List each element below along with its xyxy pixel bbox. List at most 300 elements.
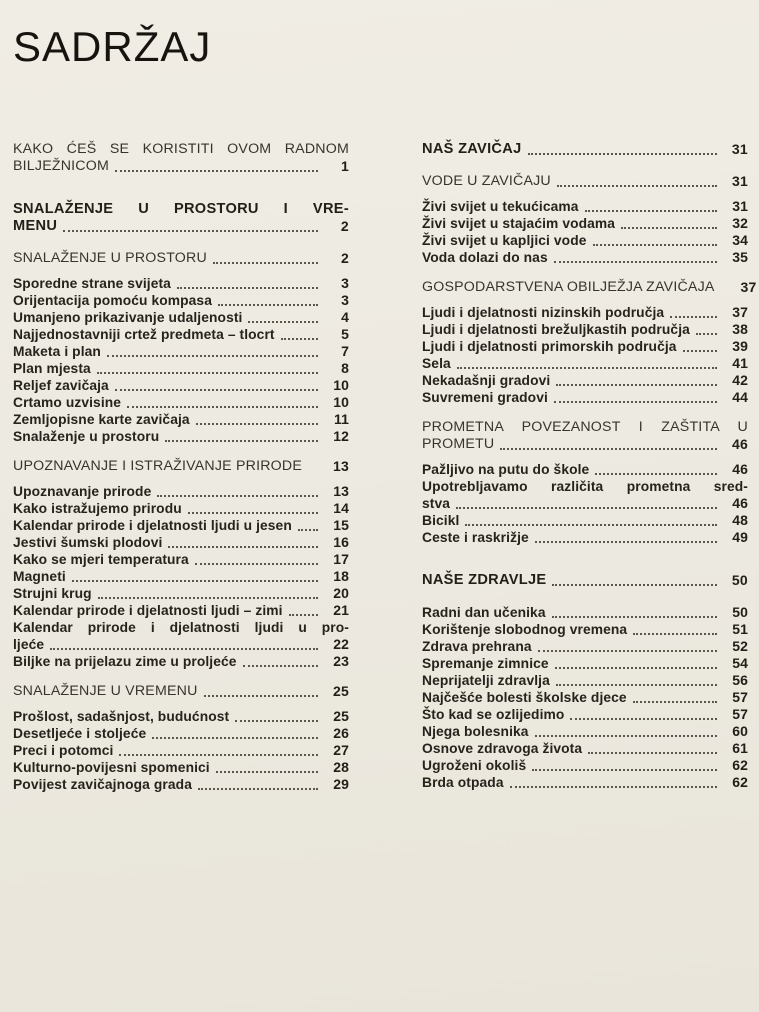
- toc-entry: [422, 389, 748, 406]
- entry-label-line: Upotrebljavamo različita prometna sred-: [422, 479, 748, 494]
- entry-label: Kako se mjeri temperatura: [13, 552, 189, 567]
- entry-last-line: [13, 377, 349, 394]
- page-number: 56: [732, 672, 748, 688]
- page-number: 14: [333, 500, 349, 516]
- entry-label: Kako istražujemo prirodu: [13, 501, 182, 516]
- page-number: 18: [333, 568, 349, 584]
- entry-label: Voda dolazi do nas: [422, 250, 548, 265]
- dot-leader: [157, 495, 318, 497]
- column-gap: [349, 141, 422, 793]
- entry-label: Povijest zavičajnoga grada: [13, 777, 192, 792]
- entry-last-line: [422, 215, 748, 232]
- entry-label: ljeće: [13, 637, 45, 652]
- entry-last-line: [13, 551, 349, 568]
- dot-leader: [195, 563, 318, 565]
- entry-last-line: [13, 250, 349, 267]
- entry-last-line: [13, 653, 349, 670]
- dot-leader: [593, 244, 718, 246]
- page-number: 62: [732, 757, 748, 773]
- page-number: 25: [333, 708, 349, 724]
- entry-label: Maketa i plan: [13, 344, 101, 359]
- toc-columns: [13, 141, 757, 793]
- page-number: 10: [333, 394, 349, 410]
- dot-leader: [696, 333, 717, 335]
- page-number: 27: [333, 742, 349, 758]
- dot-leader: [538, 650, 717, 652]
- page-number: 50: [731, 572, 748, 588]
- toc-entry: [422, 338, 748, 355]
- entry-last-line: [13, 309, 349, 326]
- page-number: 28: [333, 759, 349, 775]
- entry-label: SNALAŽENJE U PROSTORU: [13, 250, 207, 266]
- entry-last-line: [13, 343, 349, 360]
- toc-entry: [422, 638, 748, 655]
- page-number: 13: [333, 483, 349, 499]
- toc-entry: [422, 529, 748, 546]
- page-number: 29: [333, 776, 349, 792]
- entry-label: Kulturno-povijesni spomenici: [13, 760, 210, 775]
- entry-last-line: [422, 757, 748, 774]
- entry-label: Snalaženje u prostoru: [13, 429, 160, 444]
- dot-leader: [107, 355, 318, 357]
- entry-label: BILJEŽNICOM: [13, 158, 110, 174]
- dot-leader: [465, 524, 717, 526]
- entry-last-line: [422, 638, 748, 655]
- toc-entry: [422, 461, 748, 478]
- page-number: 37: [732, 304, 748, 320]
- toc-entry: [422, 198, 748, 215]
- dot-leader: [621, 227, 717, 229]
- dot-leader: [248, 321, 318, 323]
- entry-label-line: SNALAŽENJE U PROSTORU I VRE-: [13, 201, 349, 217]
- page-number: 50: [732, 604, 748, 620]
- entry-label: Crtamo uzvisine: [13, 395, 122, 410]
- toc-entry: [422, 572, 748, 589]
- dot-leader: [188, 512, 318, 514]
- dot-leader: [218, 304, 318, 306]
- toc-entry: [422, 215, 748, 232]
- page-number: 46: [732, 495, 748, 511]
- entry-label: Nekadašnji gradovi: [422, 373, 551, 388]
- entry-label: Prošlost, sadašnjost, budućnost: [13, 709, 230, 724]
- toc-entry: [13, 343, 349, 360]
- dot-leader: [50, 648, 318, 650]
- entry-last-line: [422, 706, 748, 723]
- dot-leader: [213, 262, 318, 264]
- page-number: 39: [732, 338, 748, 354]
- entry-last-line: [13, 394, 349, 411]
- dot-leader: [585, 210, 717, 212]
- page-number: 57: [732, 689, 748, 705]
- entry-last-line: [13, 776, 349, 793]
- entry-last-line: [13, 158, 349, 175]
- entry-last-line: [422, 279, 757, 296]
- page-number: 38: [732, 321, 748, 337]
- toc-entry: [13, 309, 349, 326]
- page-number: 16: [333, 534, 349, 550]
- page-number: 22: [333, 636, 349, 652]
- page-number: 41: [732, 355, 748, 371]
- page-number: 54: [732, 655, 748, 671]
- entry-label: Korištenje slobodnog vremena: [422, 622, 628, 637]
- page-number: 10: [333, 377, 349, 393]
- entry-label: Što kad se ozlijedimo: [422, 707, 565, 722]
- dot-leader: [555, 667, 717, 669]
- toc-entry: [13, 360, 349, 377]
- entry-label: Zemljopisne karte zavičaja: [13, 412, 190, 427]
- entry-label: Pažljivo na putu do škole: [422, 462, 590, 477]
- entry-last-line: [13, 568, 349, 585]
- toc-entry: [13, 534, 349, 551]
- dot-leader: [535, 541, 717, 543]
- toc-entry: [422, 621, 748, 638]
- entry-last-line: [13, 360, 349, 377]
- toc-entry: [13, 394, 349, 411]
- entry-label: Biljke na prijelazu zime u proljeće: [13, 654, 237, 669]
- entry-last-line: [422, 689, 748, 706]
- dot-leader: [168, 546, 318, 548]
- dot-leader: [554, 401, 717, 403]
- page-number: 17: [333, 551, 349, 567]
- entry-label: NAŠE ZDRAVLJE: [422, 572, 547, 588]
- dot-leader: [115, 170, 318, 172]
- entry-last-line: [13, 292, 349, 309]
- toc-entry: [422, 757, 748, 774]
- toc-entry: [422, 141, 748, 158]
- entry-label: GOSPODARSTVENA OBILJEŽJA ZAVIČAJA: [422, 279, 715, 295]
- entry-last-line: [13, 275, 349, 292]
- toc-entry: [422, 689, 748, 706]
- entry-last-line: [13, 500, 349, 517]
- entry-label: NAŠ ZAVIČAJ: [422, 141, 522, 157]
- entry-last-line: [422, 672, 748, 689]
- toc-entry: [13, 653, 349, 670]
- dot-leader: [554, 261, 717, 263]
- toc-entry: [13, 275, 349, 292]
- toc-entry: [422, 655, 748, 672]
- dot-leader: [570, 718, 717, 720]
- page-number: 52: [732, 638, 748, 654]
- toc-entry: [13, 141, 349, 175]
- toc-entry: [422, 478, 748, 512]
- entry-last-line: [422, 389, 748, 406]
- toc-entry: [422, 512, 748, 529]
- toc-entry: [422, 304, 748, 321]
- entry-label: Brda otpada: [422, 775, 504, 790]
- entry-label: VODE U ZAVIČAJU: [422, 173, 551, 189]
- entry-label: Umanjeno prikazivanje udaljenosti: [13, 310, 243, 325]
- toc-entry: [422, 372, 748, 389]
- toc-entry: [422, 232, 748, 249]
- entry-last-line: [422, 572, 748, 589]
- entry-label: Zdrava prehrana: [422, 639, 532, 654]
- entry-label-line: Kalendar prirode i djelatnosti ljudi u pro-: [13, 620, 349, 635]
- page-number: 2: [340, 218, 349, 234]
- entry-label: Preci i potomci: [13, 743, 114, 758]
- entry-last-line: [422, 512, 748, 529]
- toc-entry: [13, 683, 349, 700]
- toc-entry: [13, 411, 349, 428]
- entry-label-line: PROMETNA POVEZANOST I ZAŠTITA U: [422, 419, 748, 435]
- page-number: 2: [341, 250, 349, 266]
- page-number: 12: [333, 428, 349, 444]
- entry-last-line: [13, 742, 349, 759]
- page-number: 1: [341, 158, 349, 174]
- entry-last-line: [422, 740, 748, 757]
- toc-column-right: [422, 141, 757, 793]
- dot-leader: [633, 633, 717, 635]
- entry-last-line: [422, 304, 748, 321]
- page-number: 23: [333, 653, 349, 669]
- toc-entry: [13, 201, 349, 235]
- dot-leader: [528, 153, 717, 155]
- entry-last-line: [13, 585, 349, 602]
- entry-label: Ugroženi okoliš: [422, 758, 527, 773]
- toc-entry: [13, 568, 349, 585]
- entry-label: Desetljeće i stoljeće: [13, 726, 147, 741]
- entry-last-line: [422, 723, 748, 740]
- dot-leader: [216, 771, 318, 773]
- dot-leader: [557, 185, 717, 187]
- entry-last-line: [422, 173, 748, 190]
- entry-last-line: [13, 218, 349, 235]
- entry-label: Živi svijet u tekućicama: [422, 199, 579, 214]
- page-number: 46: [732, 436, 748, 452]
- entry-last-line: [422, 495, 748, 512]
- entry-last-line: [422, 232, 748, 249]
- toc-entry: [13, 517, 349, 534]
- entry-last-line: [422, 436, 748, 453]
- toc-entry: [13, 458, 349, 475]
- page-number: 51: [732, 621, 748, 637]
- entry-label: Ljudi i djelatnosti primorskih područja: [422, 339, 677, 354]
- dot-leader: [72, 580, 318, 582]
- entry-label: Najjednostavniji crtež predmeta – tlocrt: [13, 327, 275, 342]
- page-number: 60: [732, 723, 748, 739]
- toc-entry: [13, 776, 349, 793]
- dot-leader: [97, 372, 318, 374]
- page-number: 7: [341, 343, 349, 359]
- toc-entry: [422, 279, 757, 296]
- toc-entry: [422, 604, 748, 621]
- page-number: 11: [334, 411, 349, 427]
- page-number: 26: [333, 725, 349, 741]
- toc-entry: [13, 326, 349, 343]
- dot-leader: [198, 788, 318, 790]
- entry-last-line: [13, 326, 349, 343]
- page-number: 62: [732, 774, 748, 790]
- toc-entry: [422, 723, 748, 740]
- toc-entry: [422, 672, 748, 689]
- toc-entry: [13, 250, 349, 267]
- dot-leader: [556, 684, 717, 686]
- dot-leader: [196, 423, 318, 425]
- dot-leader: [281, 338, 318, 340]
- entry-label: Reljef zavičaja: [13, 378, 109, 393]
- dot-leader: [457, 367, 717, 369]
- entry-last-line: [422, 355, 748, 372]
- toc-entry: [13, 742, 349, 759]
- entry-label-line: KAKO ĆEŠ SE KORISTITI OVOM RADNOM: [13, 141, 349, 157]
- entry-label: Radni dan učenika: [422, 605, 546, 620]
- toc-entry: [13, 725, 349, 742]
- dot-leader: [165, 440, 318, 442]
- dot-leader: [500, 448, 717, 450]
- dot-leader: [633, 701, 717, 703]
- dot-leader: [152, 737, 318, 739]
- dot-leader: [115, 389, 318, 391]
- page-number: 5: [341, 326, 349, 342]
- toc-entry: [422, 419, 748, 453]
- dot-leader: [298, 529, 318, 531]
- toc-entry: [13, 619, 349, 653]
- page-number: 31: [732, 198, 748, 214]
- dot-leader: [535, 735, 717, 737]
- page-number: 3: [341, 275, 349, 291]
- page-number: 8: [341, 360, 349, 376]
- page-title: SADRŽAJ: [13, 23, 212, 70]
- dot-leader: [595, 473, 717, 475]
- page-number: 3: [341, 292, 349, 308]
- page-number: 42: [732, 372, 748, 388]
- toc-entry: [13, 292, 349, 309]
- entry-label: Živi svijet u kapljici vode: [422, 233, 587, 248]
- page-number: 34: [732, 232, 748, 248]
- dot-leader: [552, 584, 717, 586]
- dot-leader: [98, 597, 318, 599]
- entry-label: SNALAŽENJE U VREMENU: [13, 683, 198, 699]
- entry-label: UPOZNAVANJE I ISTRAŽIVANJE PRIRODE: [13, 458, 303, 474]
- page-number: 37: [740, 279, 757, 295]
- entry-label: Kalendar prirode i djelatnosti ljudi – zimi: [13, 603, 283, 618]
- toc-entry: [13, 483, 349, 500]
- toc-column-left: [13, 141, 349, 793]
- dot-leader: [63, 230, 318, 232]
- entry-label: Ljudi i djelatnosti brežuljkastih područja: [422, 322, 690, 337]
- entry-last-line: [422, 774, 748, 791]
- dot-leader: [588, 752, 717, 754]
- entry-last-line: [422, 141, 748, 158]
- entry-last-line: [13, 725, 349, 742]
- entry-last-line: [13, 411, 349, 428]
- entry-label: Sela: [422, 356, 451, 371]
- entry-label: Neprijatelji zdravlja: [422, 673, 550, 688]
- entry-last-line: [422, 249, 748, 266]
- dot-leader: [119, 754, 318, 756]
- dot-leader: [510, 786, 717, 788]
- page-number: 20: [333, 585, 349, 601]
- entry-label: Ljudi i djelatnosti nizinskih područja: [422, 305, 665, 320]
- toc-entry: [13, 708, 349, 725]
- page-number: 4: [341, 309, 349, 325]
- toc-entry: [422, 355, 748, 372]
- entry-label: Suvremeni gradovi: [422, 390, 548, 405]
- entry-label: Najčešće bolesti školske djece: [422, 690, 627, 705]
- page-number: 44: [732, 389, 748, 405]
- dot-leader: [204, 695, 318, 697]
- page-number: 32: [732, 215, 748, 231]
- entry-last-line: [422, 655, 748, 672]
- entry-last-line: [422, 198, 748, 215]
- entry-last-line: [13, 458, 349, 475]
- dot-leader: [235, 720, 318, 722]
- dot-leader: [127, 406, 318, 408]
- dot-leader: [532, 769, 717, 771]
- entry-last-line: [13, 636, 349, 653]
- toc-entry: [13, 428, 349, 445]
- entry-label: stva: [422, 496, 451, 511]
- entry-label: Strujni krug: [13, 586, 92, 601]
- page-number: 21: [333, 602, 349, 618]
- entry-last-line: [422, 621, 748, 638]
- entry-label: Spremanje zimnice: [422, 656, 549, 671]
- entry-label: Plan mjesta: [13, 361, 91, 376]
- page-number: 31: [731, 141, 748, 157]
- toc-entry: [422, 706, 748, 723]
- dot-leader: [289, 614, 318, 616]
- dot-leader: [177, 287, 318, 289]
- entry-label: Jestivi šumski plodovi: [13, 535, 163, 550]
- page-number: 48: [732, 512, 748, 528]
- entry-last-line: [13, 759, 349, 776]
- toc-entry: [13, 551, 349, 568]
- dot-leader: [243, 665, 318, 667]
- entry-last-line: [422, 372, 748, 389]
- page-number: 49: [732, 529, 748, 545]
- entry-last-line: [13, 708, 349, 725]
- dot-leader: [670, 316, 717, 318]
- entry-label: PROMETU: [422, 436, 495, 452]
- page-number: 31: [732, 173, 748, 189]
- page-number: 13: [333, 458, 349, 474]
- page-number: 61: [732, 740, 748, 756]
- entry-last-line: [422, 461, 748, 478]
- toc-entry: [422, 774, 748, 791]
- dot-leader: [456, 507, 717, 509]
- dot-leader: [552, 616, 717, 618]
- entry-label: Ceste i raskrižje: [422, 530, 529, 545]
- entry-last-line: [13, 428, 349, 445]
- page-number: 15: [333, 517, 349, 533]
- entry-label: Kalendar prirode i djelatnosti ljudi u jesen: [13, 518, 292, 533]
- entry-last-line: [13, 534, 349, 551]
- page-number: 25: [333, 683, 349, 699]
- entry-last-line: [13, 683, 349, 700]
- entry-label: Orijentacija pomoću kompasa: [13, 293, 212, 308]
- entry-last-line: [422, 338, 748, 355]
- entry-label: Osnove zdravoga života: [422, 741, 583, 756]
- toc-entry: [13, 500, 349, 517]
- toc-entry: [13, 585, 349, 602]
- entry-last-line: [13, 602, 349, 619]
- toc-entry: [422, 740, 748, 757]
- toc-entry: [13, 602, 349, 619]
- toc-entry: [13, 377, 349, 394]
- dot-leader: [556, 384, 717, 386]
- entry-label: Upoznavanje prirode: [13, 484, 152, 499]
- entry-last-line: [422, 604, 748, 621]
- entry-label: Bicikl: [422, 513, 460, 528]
- entry-label: Njega bolesnika: [422, 724, 529, 739]
- entry-last-line: [422, 529, 748, 546]
- page-number: 57: [732, 706, 748, 722]
- toc-entry: [422, 321, 748, 338]
- entry-label: Sporedne strane svijeta: [13, 276, 171, 291]
- entry-label: Živi svijet u stajaćim vodama: [422, 216, 616, 231]
- entry-label: Magneti: [13, 569, 66, 584]
- toc-entry: [13, 759, 349, 776]
- entry-last-line: [13, 517, 349, 534]
